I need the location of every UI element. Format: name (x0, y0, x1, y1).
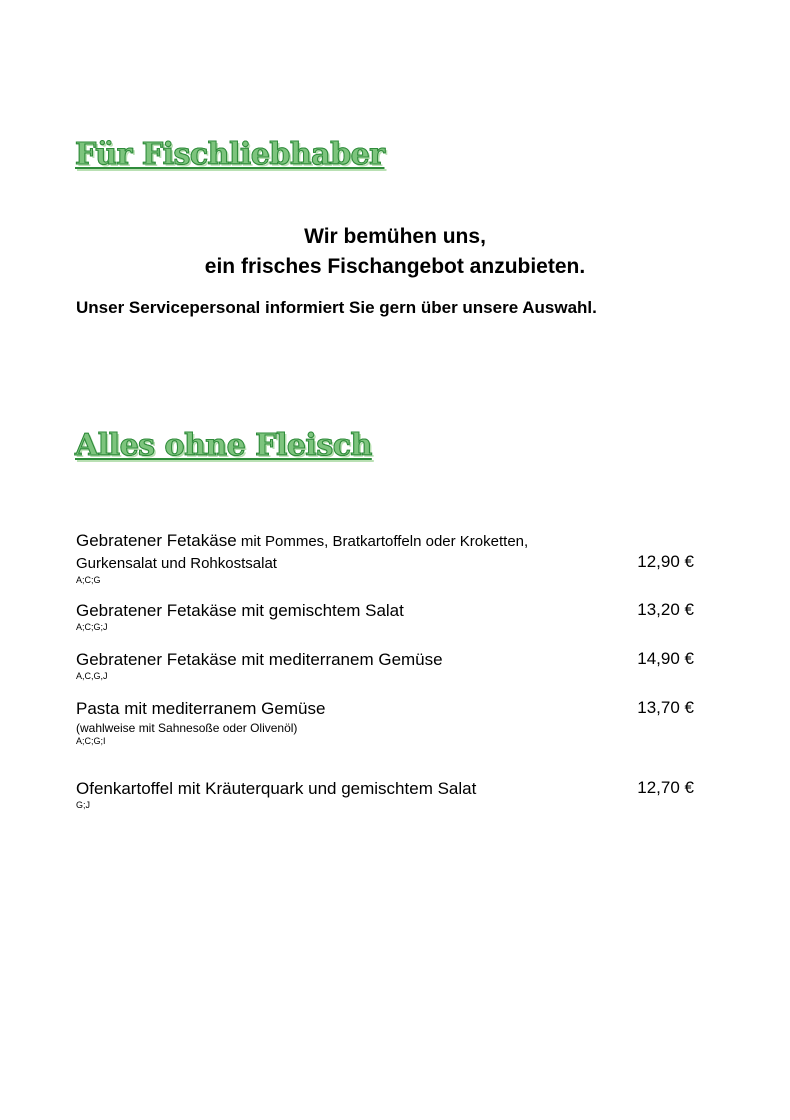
fish-intro-line2: ein frisches Fischangebot anzubieten. (204, 255, 586, 278)
fish-service-note: Unser Servicepersonal informiert Sie gern über unsere Auswahl. (76, 298, 597, 317)
menu-item-name: Pasta mit mediterranem Gemüse (76, 699, 326, 718)
menu-item-name-main: Gebratener Fetakäse (76, 531, 237, 550)
menu-item-allergens: A,C,G,J (76, 671, 108, 681)
menu-item-allergens: A;C;G;I (76, 736, 106, 746)
fish-intro-line1: Wir bemühen uns, (304, 225, 486, 248)
menu-item (76, 649, 694, 682)
menu-item-allergens: A;C;G (76, 575, 101, 585)
section-title-vegetarian: Alles ohne Fleisch (75, 428, 372, 463)
section-title-fish: Für Fischliebhaber (75, 137, 385, 172)
menu-item (76, 698, 694, 747)
menu-item-name-rest: mit Pommes, Bratkartoffeln oder Kroketten, (236, 533, 529, 550)
fish-intro (0, 222, 790, 282)
menu-item (76, 778, 694, 811)
menu-item (76, 530, 694, 586)
menu-item-price: 12,70 € (637, 778, 694, 797)
menu-item-name: Gebratener Fetakäse mit gemischtem Salat (76, 601, 404, 620)
menu-item-price: 13,20 € (637, 600, 694, 619)
menu-item-name (76, 530, 694, 553)
menu-item-price: 13,70 € (637, 698, 694, 717)
menu-item-name-line2: Gurkensalat und Rohkostsalat (76, 555, 277, 572)
menu-item-name: Gebratener Fetakäse mit mediterranem Gemüse (76, 650, 443, 669)
menu-item-note: (wahlweise mit Sahnesoße oder Olivenöl) (76, 721, 298, 735)
menu-item-price: 12,90 € (637, 552, 694, 571)
menu-item-price: 14,90 € (637, 649, 694, 668)
menu-item-allergens: A;C;G;J (76, 622, 108, 632)
menu-item (76, 600, 694, 633)
menu-item-name: Ofenkartoffel mit Kräuterquark und gemischtem Salat (76, 779, 477, 798)
menu-item-allergens: G;J (76, 800, 91, 810)
